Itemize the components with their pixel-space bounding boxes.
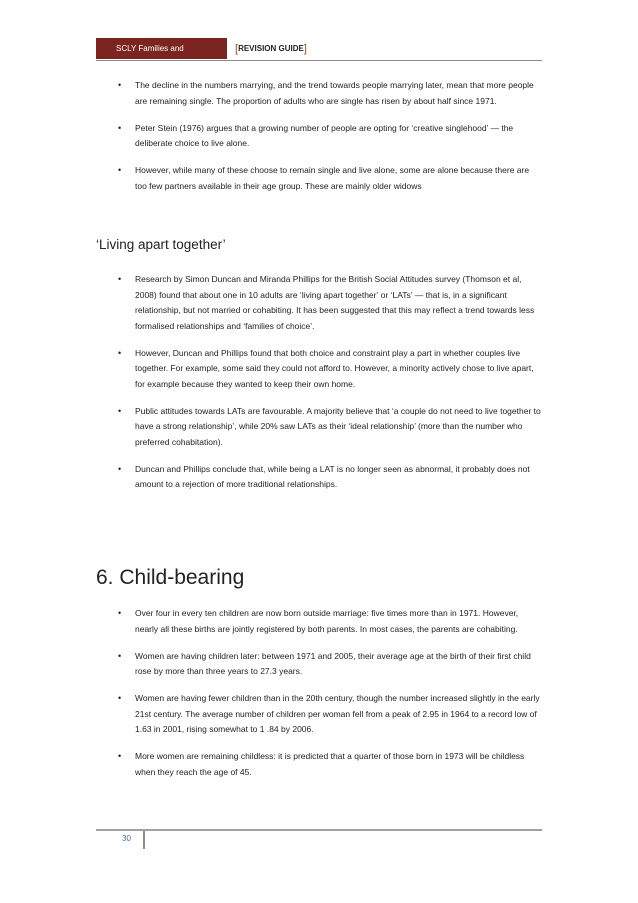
guide-bracket-open: [ <box>235 43 239 55</box>
list-item: • Women are having children later: between 1971 and 2005, their average age at the birth of their first child rose by more than three years to 27.3 years. <box>118 649 542 680</box>
list-item: • Women are having fewer children than in the 20th century, though the number increased slightly in the early 21st century. The average number of children per woman fell from a peak of 2.95 in 1964 to a record low of 1.63 in 2001, rising somewhat to 1 .84 by 2006. <box>118 691 542 738</box>
page-number-box <box>96 831 145 849</box>
list-item: • Research by Simon Duncan and Miranda Phillips for the British Social Attitudes survey (Thomson et al, 2008) found that about one in 10 adults are ‘living apart together’ or ‘LATs’ — that is, in a significant relationship, but not married or cohabiting. It has been suggested that this may reflect a trend towards less formalised relationships and ‘families of choice’. <box>118 272 542 334</box>
list-item: • Duncan and Phillips conclude that, while being a LAT is no longer seen as abnormal, it probably does not amount to a rejection of more traditional relationships. <box>118 462 542 493</box>
list-item: • Peter Stein (1976) argues that a growing number of people are opting for ‘creative singlehood’ — the deliberate choice to live alone. <box>118 121 542 152</box>
childbearing-bullet-list <box>118 606 542 792</box>
lat-bullet-list <box>118 272 542 504</box>
list-item: • Public attitudes towards LATs are favourable. A majority believe that ‘a couple do not need to live together to have a strong relationship’, while 20% saw LATs as their ‘ideal relationship’ (more than the number who preferred cohabitation). <box>118 404 542 451</box>
guide-text: REVISION GUIDE <box>238 44 304 53</box>
guide-bracket-close: ] <box>303 43 307 55</box>
footer-rule <box>96 829 542 831</box>
header-guide-label <box>235 43 307 55</box>
list-item: • However, while many of these choose to remain single and live alone, some are alone because there are too few partners available in their age group. These are mainly older widows <box>118 163 542 194</box>
list-item: • More women are remaining childless: it is predicted that a quarter of those born in 1973 will be childless when they reach the age of 45. <box>118 749 542 780</box>
intro-bullet-list <box>118 78 542 206</box>
list-item: • The decline in the numbers marrying, and the trend towards people marrying later, mean that more people are remaining single. The proportion of adults who are single has risen by about half since 1971. <box>118 78 542 109</box>
header-title-tab: SCLY Families and Households <box>96 38 227 59</box>
list-item: • However, Duncan and Phillips found that both choice and constraint play a part in whether couples live together. For example, some said they could not afford to. However, a minority actively chose to live apart, for example because they wanted to keep their own home. <box>118 346 542 393</box>
section-heading-childbearing: 6. Child-bearing <box>96 566 245 589</box>
section-heading-lat: ‘Living apart together’ <box>96 237 226 252</box>
page-header <box>96 38 542 74</box>
page-number: 30 <box>122 834 131 843</box>
list-item: • Over four in every ten children are now born outside marriage: five times more than in 1971. However, nearly all these births are jointly registered by both parents. In most cases, the parents are cohabiting. <box>118 606 542 637</box>
